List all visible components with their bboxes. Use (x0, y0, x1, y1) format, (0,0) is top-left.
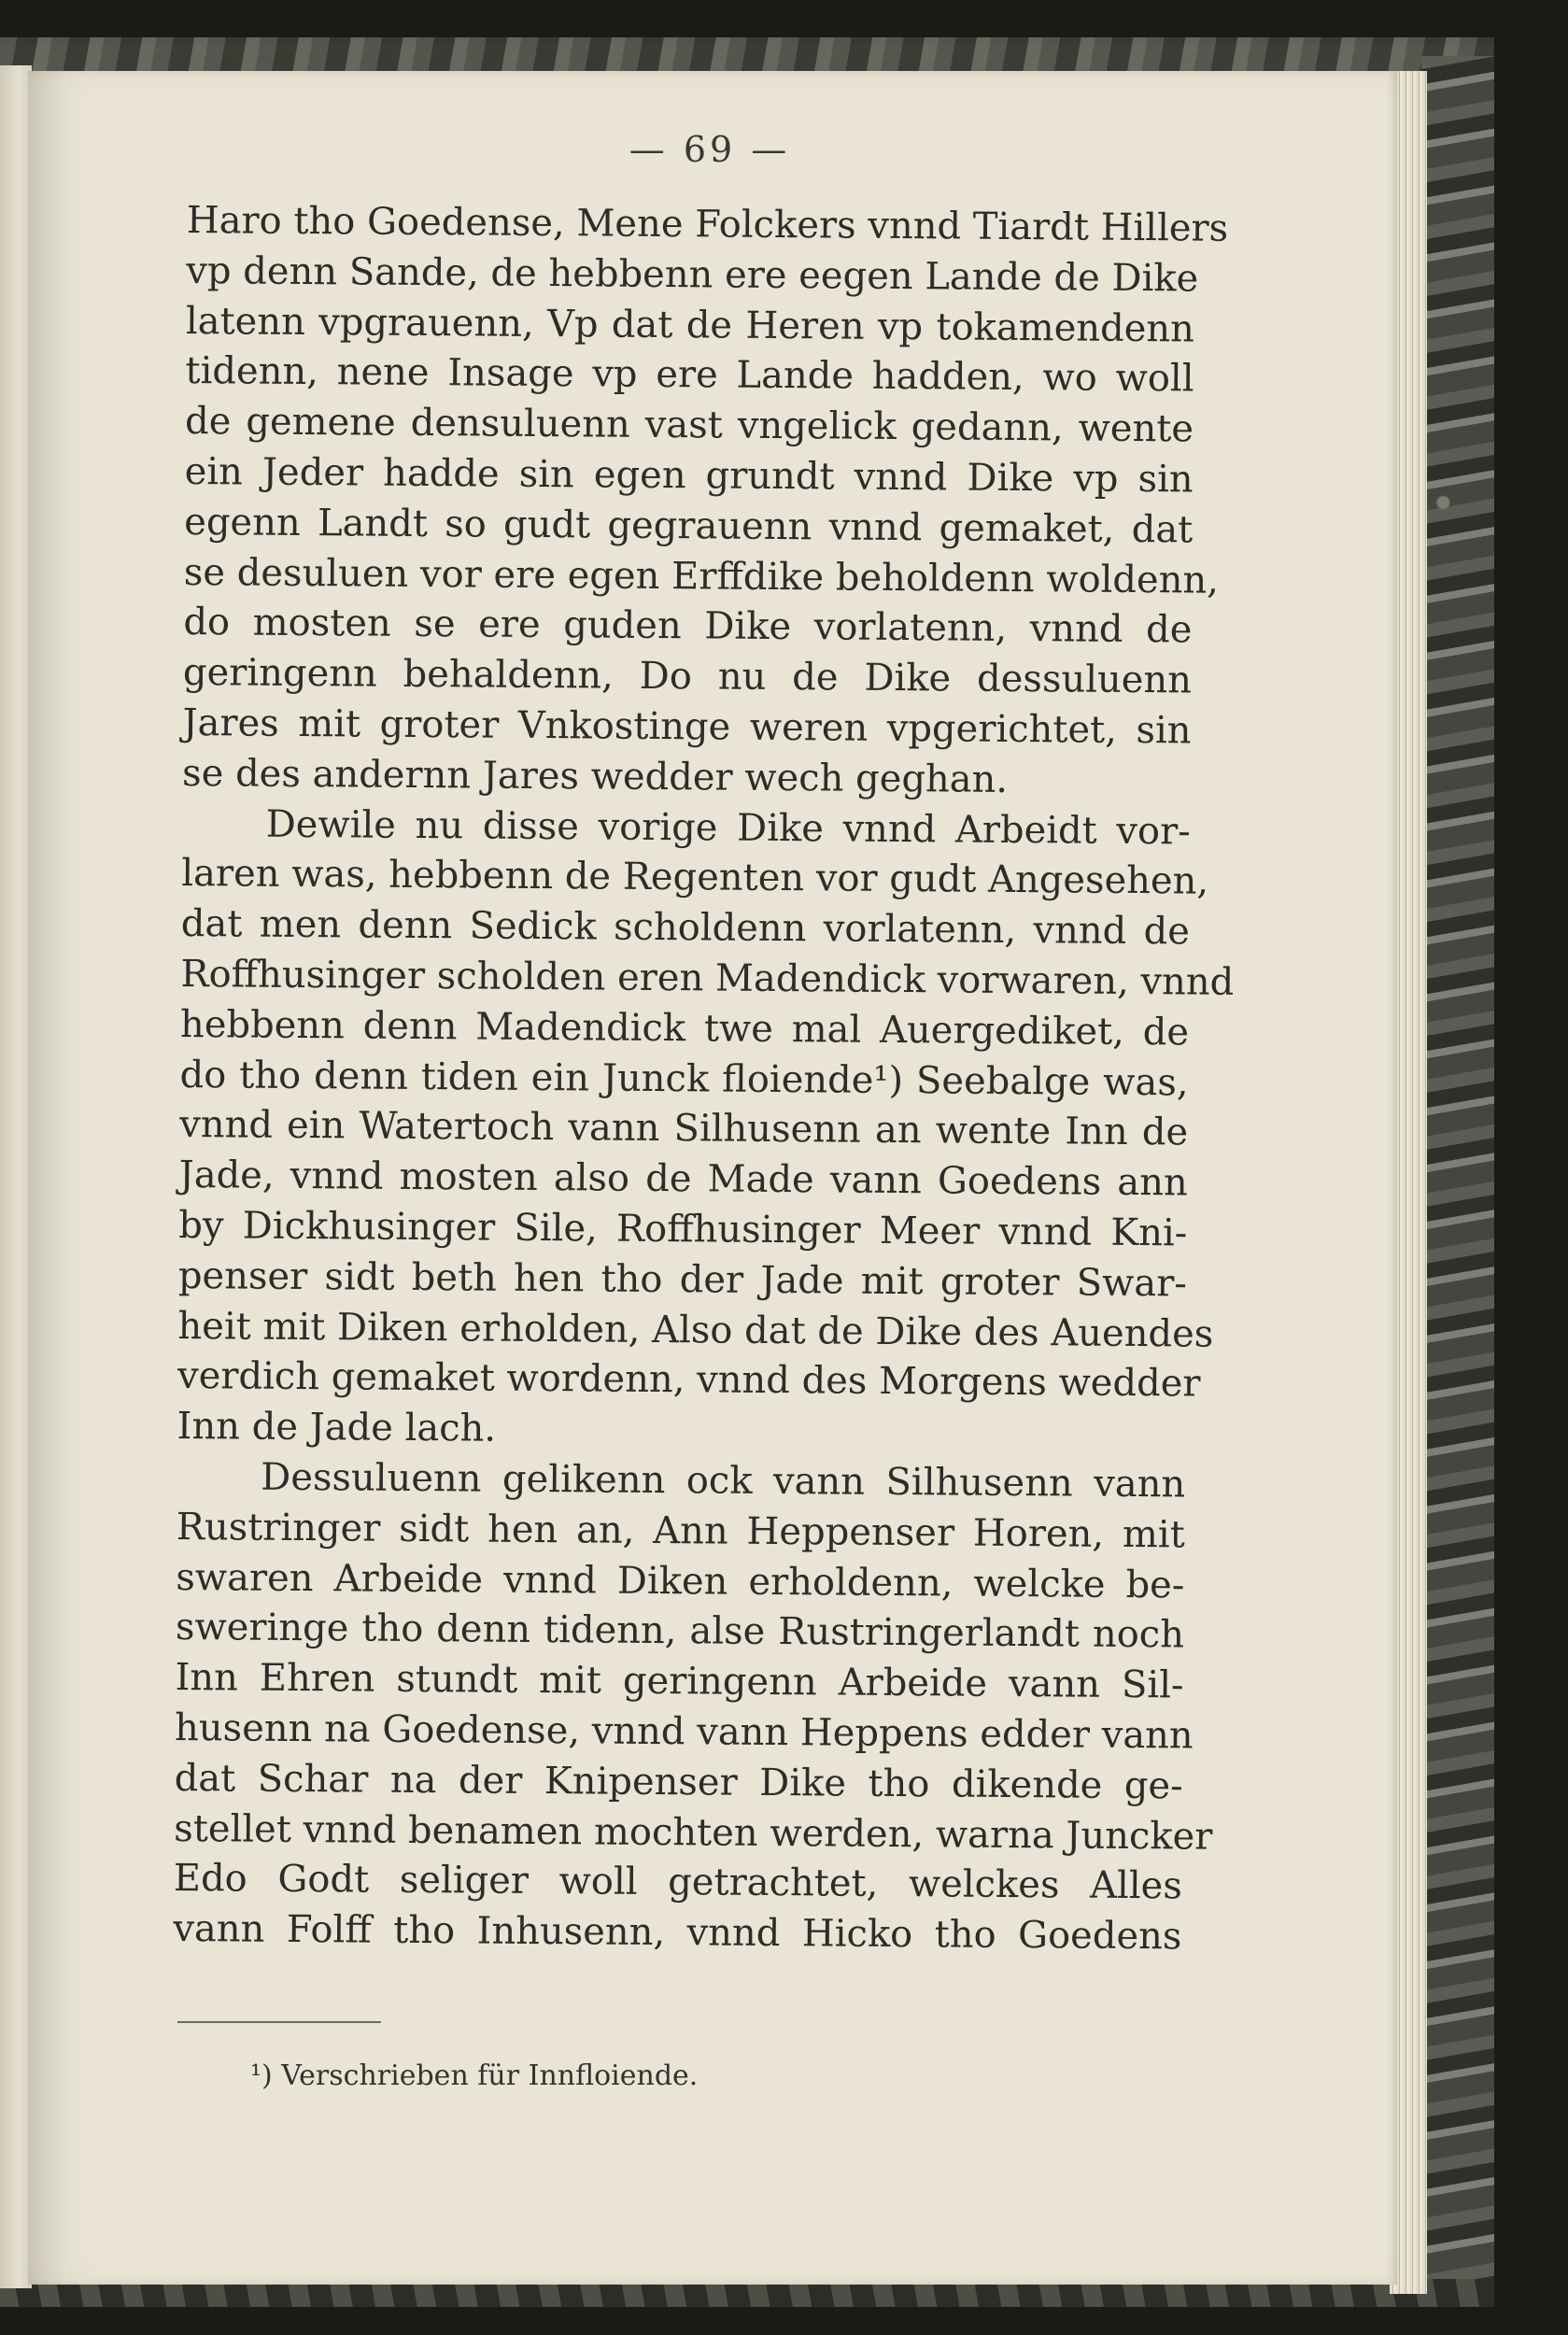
text-line: Jade, vnnd mosten also de Made vann Goedens ann (178, 1153, 1188, 1205)
text-line: vnnd ein Watertoch vann Silhusenn an wente Inn de (179, 1103, 1189, 1154)
text-line: Dessuluenn gelikenn ock vann Silhusenn vann (261, 1455, 1186, 1507)
text-line: penser sidt beth hen tho der Jade mit groter Swar- (177, 1253, 1188, 1306)
text-line: de gemene densuluenn vast vngelick gedann, wente (184, 400, 1194, 451)
text-line: husenn na Goedense, vnnd vann Heppens edder vann (174, 1705, 1194, 1758)
text-line: Inn de Jade lach. (177, 1405, 497, 1451)
text-line: vp denn Sande, de hebbenn ere eegen Lande de Dike (186, 248, 1199, 301)
text-line: by Dickhusinger Sile, Roffhusinger Meer vnnd Kni- (178, 1203, 1188, 1255)
previous-page-edge (0, 65, 32, 2288)
text-line: tidenn, nene Insage vp ere Lande hadden, wo woll (185, 349, 1194, 401)
text-line: heit mit Diken erholden, Also dat de Dike des Auendes (177, 1304, 1214, 1356)
text-line: Dewile nu disse vorige Dike vnnd Arbeidt vor- (265, 802, 1191, 854)
text-line: dat men denn Sedick scholdenn vorlatenn, vnnd de (180, 902, 1191, 954)
text-line: Haro tho Goedense, Mene Folckers vnnd Tiardt Hillers (186, 198, 1229, 250)
text-line: sweringe tho denn tidenn, alse Rustringerlandt noch (175, 1606, 1185, 1657)
text-line: do tho denn tiden ein Junck floiende¹) Seebalge was, (179, 1053, 1189, 1104)
cover-top-edge (0, 37, 1494, 75)
text-line: se des andernn Jares wedder wech geghan. (181, 751, 1009, 801)
text-line: vann Folff tho Inhusenn, vnnd Hicko tho Goedens (173, 1907, 1182, 1959)
text-line: Jares mit groter Vnkostinge weren vpgerichtet, sin (182, 700, 1192, 753)
text-line: stellet vnnd benamen mochten werden, warna Juncker (174, 1806, 1213, 1859)
text-line: ein Jeder hadde sin egen grundt vnnd Dike vp sin (184, 449, 1194, 502)
cover-marbled-edge (1421, 56, 1494, 2288)
text-line: geringenn behaldenn, Do nu de Dike dessuluenn (182, 651, 1193, 702)
text-line: latenn vpgrauenn, Vp dat de Heren vp tokamendenn (185, 299, 1195, 351)
text-line: egenn Landt so gudt gegrauenn vnnd gemaket, dat (184, 500, 1194, 552)
footnote-rule (177, 2021, 381, 2023)
footnote: ¹) Verschrieben für Innfloiende. (250, 2059, 699, 2092)
text-line: do mosten se ere guden Dike vorlatenn, vnnd de (183, 601, 1193, 652)
text-line: se desuluen vor ere egen Erffdike beholdenn woldenn, (183, 550, 1220, 602)
body-text (173, 196, 1235, 1962)
text-line: swaren Arbeide vnnd Diken erholdenn, welcke be- (176, 1555, 1185, 1606)
text-line: verdich gemaket wordenn, vnnd des Morgens wedder (177, 1354, 1201, 1406)
page-number: — 69 — (629, 129, 791, 170)
text-line: Rustringer sidt hen an, Ann Heppenser Horen, mit (176, 1505, 1185, 1557)
text-line: laren was, hebbenn de Regenten vor gudt Angesehen, (181, 852, 1209, 903)
text-line: hebbenn denn Madendick twe mal Auergediket, de (179, 1002, 1190, 1054)
text-line: Edo Godt seliger woll getrachtet, welckes Alles (173, 1857, 1183, 1908)
text-line: Inn Ehren stundt mit geringenn Arbeide vann Sil- (175, 1656, 1184, 1707)
text-line: dat Schar na der Knipenser Dike tho dikende ge- (174, 1756, 1183, 1808)
text-line: Roffhusinger scholden eren Madendick vorwaren, vnnd (180, 952, 1235, 1004)
